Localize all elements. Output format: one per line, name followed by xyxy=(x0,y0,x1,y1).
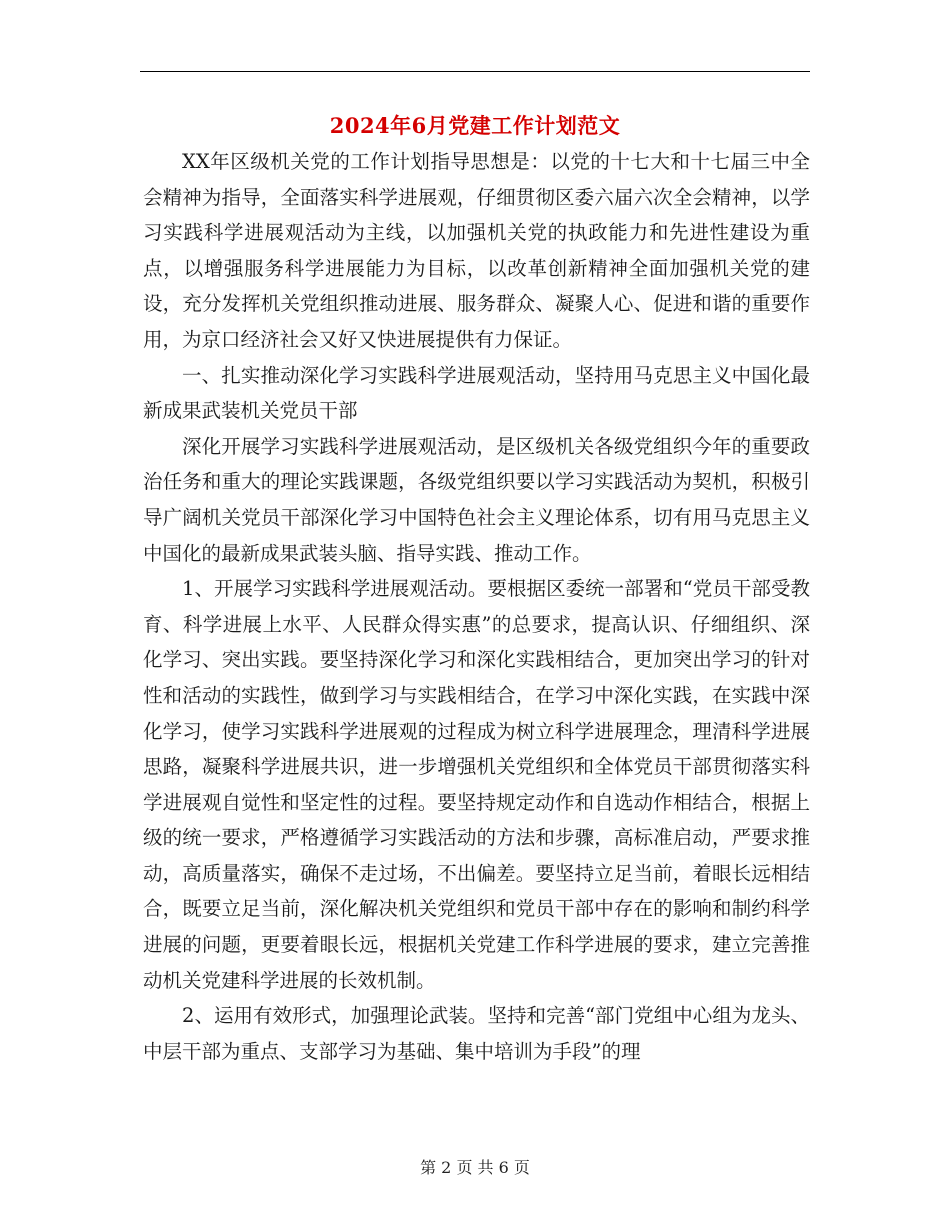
paragraph-item-two: 2、运用有效形式，加强理论武装。坚持和完善“部门党组中心组为龙头、中层干部为重点、支部学习为基础、集中培训为手段”的理 xyxy=(143,1004,810,1063)
paragraph-section-one-intro: 深化开展学习实践科学进展观活动，是区级机关各级党组织今年的重要政治任务和重大的理论实践课题，各级党组织要以学习实践活动为契机，积极引导广阔机关党员干部深化学习中国特色社会主义理论体系，切有用马克思主义中国化的最新成果武装头脑、指导实践、推动工作。 xyxy=(143,434,810,565)
paragraph-guiding-ideology: XX年区级机关党的工作计划指导思想是：以党的十七大和十七届三中全会精神为指导，全面落实科学进展观，仔细贯彻区委六届六次全会精神，以学习实践科学进展观活动为主线，以加强机关党的执政能力和先进性建设为重点，以增强服务科学进展能力为目标，以改革创新精神全面加强机关党的建设，充分发挥机关党组织推动进展、服务群众、凝聚人心、促进和谐的重要作用，为京口经济社会又好又快进展提供有力保证。 xyxy=(143,150,810,351)
paragraph-section-one-heading: 一、扎实推动深化学习实践科学进展观活动，坚持用马克思主义中国化最新成果武装机关党员干部 xyxy=(143,363,810,423)
paragraph-item-one: 1、开展学习实践科学进展观活动。要根据区委统一部署和“党员干部受教育、科学进展上水平、人民群众得实惠”的总要求，提高认识、仔细组织、深化学习、突出实践。要坚持深化学习和深化实践相结合，更加突出学习的针对性和活动的实践性，做到学习与实践相结合，在学习中深化实践，在实践中深化学习，使学习实践科学进展观的过程成为树立科学进展理念，理清科学进展思路，凝聚科学进展共识，进一步增强机关党组织和全体党员干部贯彻落实科学进展观自觉性和坚定性的过程。要坚持规定动作和自选动作相结合，根据上级的统一要求，严格遵循学习实践活动的方法和步骤，高标准启动，严要求推动，高质量落实，确保不走过场，不出偏差。要坚持立足当前，着眼长远相结合，既要立足当前，深化解决机关党组织和党员干部中存在的影响和制约科学进展的问题，更要着眼长远，根据机关党建工作科学进展的要求，建立完善推动机关党建科学进展的长效机制。 xyxy=(143,577,810,992)
document-body xyxy=(143,144,810,1069)
page-number-footer: 第 2 页 共 6 页 xyxy=(420,1158,530,1177)
document-title: 2024年6月党建工作计划范文 xyxy=(329,113,621,138)
header-divider xyxy=(140,71,810,72)
